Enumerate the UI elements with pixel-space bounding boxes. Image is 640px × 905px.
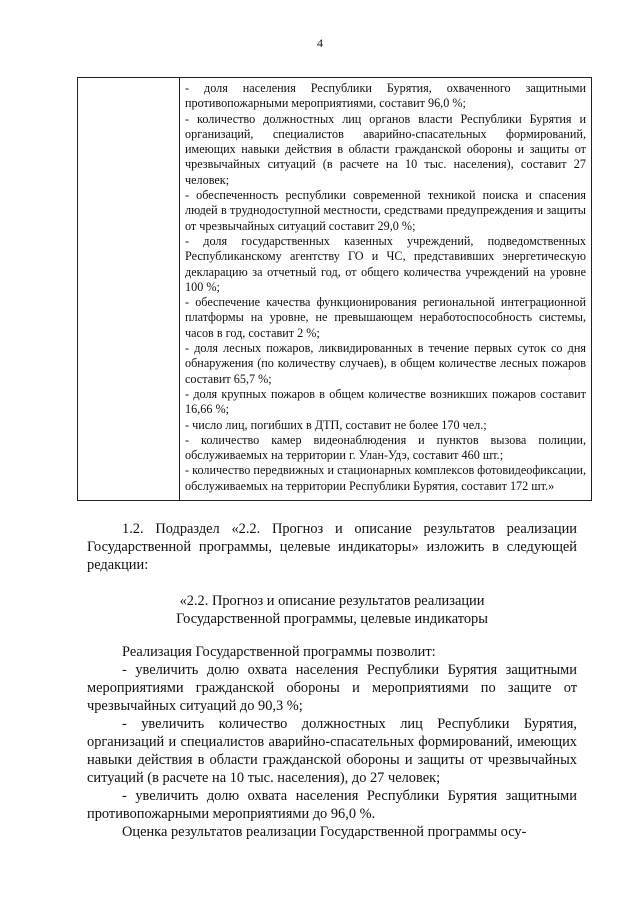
table-column-divider	[179, 78, 180, 500]
indicators-table	[77, 77, 592, 501]
section-heading	[87, 592, 577, 628]
narrative-item: - увеличить долю охвата населения Республики Бурятия защитными мероприятиями гражданской обороны и мероприятиями по защите от чрезвычайных ситуаций до 90,3 %;	[87, 662, 577, 714]
indicator-item: - обеспеченность республики современной техникой поиска и спасения людей в труднодоступной местности, средствами предупреждения и защиты от чрезвычайных ситуаций составит 29,0 %;	[185, 188, 586, 233]
section-heading-line-2: Государственной программы, целевые индикаторы	[176, 611, 488, 627]
narrative-item: - увеличить долю охвата населения Республики Бурятия защитными противопожарными мероприятиями до 96,0 %.	[87, 788, 577, 822]
subsection-amendment	[87, 520, 577, 574]
narrative-intro: Реализация Государственной программы позволит:	[122, 644, 436, 660]
indicator-item: - доля лесных пожаров, ликвидированных в течение первых суток со дня обнаружения (по количеству случаев), в общем количестве лесных пожаров составит 65,7 %;	[185, 341, 586, 386]
indicator-item: - число лиц, погибших в ДТП, составит не более 170 чел.;	[185, 417, 487, 432]
indicator-item: - количество передвижных и стационарных комплексов фотовидеофиксации, обслуживаемых на территории Республики Бурятия, составит 172 шт.»	[185, 463, 586, 493]
narrative-item: - увеличить количество должностных лиц Республики Бурятия, организаций и специалистов аварийно-спасательных формирований, имеющих навыки действия в области гражданской обороны и защиты от чрезвычайных ситуаций (в расчете на 10 тыс. населения), до 27 человек;	[87, 716, 577, 786]
narrative-closing: Оценка результатов реализации Государственной программы осу-	[122, 824, 527, 840]
narrative-section	[87, 643, 577, 841]
page-number: 4	[317, 36, 323, 50]
indicator-item: - количество камер видеонаблюдения и пунктов вызова полиции, обслуживаемых на территории г. Улан-Удэ, составит 460 шт.;	[185, 432, 586, 463]
indicator-item: - доля крупных пожаров в общем количестве возникших пожаров составит 16,66 %;	[185, 386, 586, 417]
indicator-item: - количество должностных лиц органов власти Республики Бурятия и организаций, специалистов аварийно-спасательных формирований, имеющих навыки действия в области гражданской обороны и защиты от чрезвычайных ситуаций (в расчете на 10 тыс. населения), составит 27 человек;	[185, 111, 586, 187]
indicator-item: - доля населения Республики Бурятия, охваченного защитными противопожарными мероприятиями, составит 96,0 %;	[185, 81, 586, 111]
subsection-paragraph: 1.2. Подраздел «2.2. Прогноз и описание результатов реализации Государственной программы, целевые индикаторы» изложить в следующей редакции:	[87, 521, 577, 573]
indicator-item: - доля государственных казенных учреждений, подведомственных Республиканскому агентству ГО и ЧС, представивших энергетическую декларацию за отчетный год, от общего количества учреждений на уровне 100 %;	[185, 233, 586, 294]
section-heading-line-1: «2.2. Прогноз и описание результатов реализации	[179, 593, 485, 609]
table-cell-indicators	[185, 81, 586, 494]
indicator-item: - обеспечение качества функционирования региональной интеграционной платформы на уровне, не превышающем неработоспособность системы, часов в год, составит 2 %;	[185, 295, 586, 340]
